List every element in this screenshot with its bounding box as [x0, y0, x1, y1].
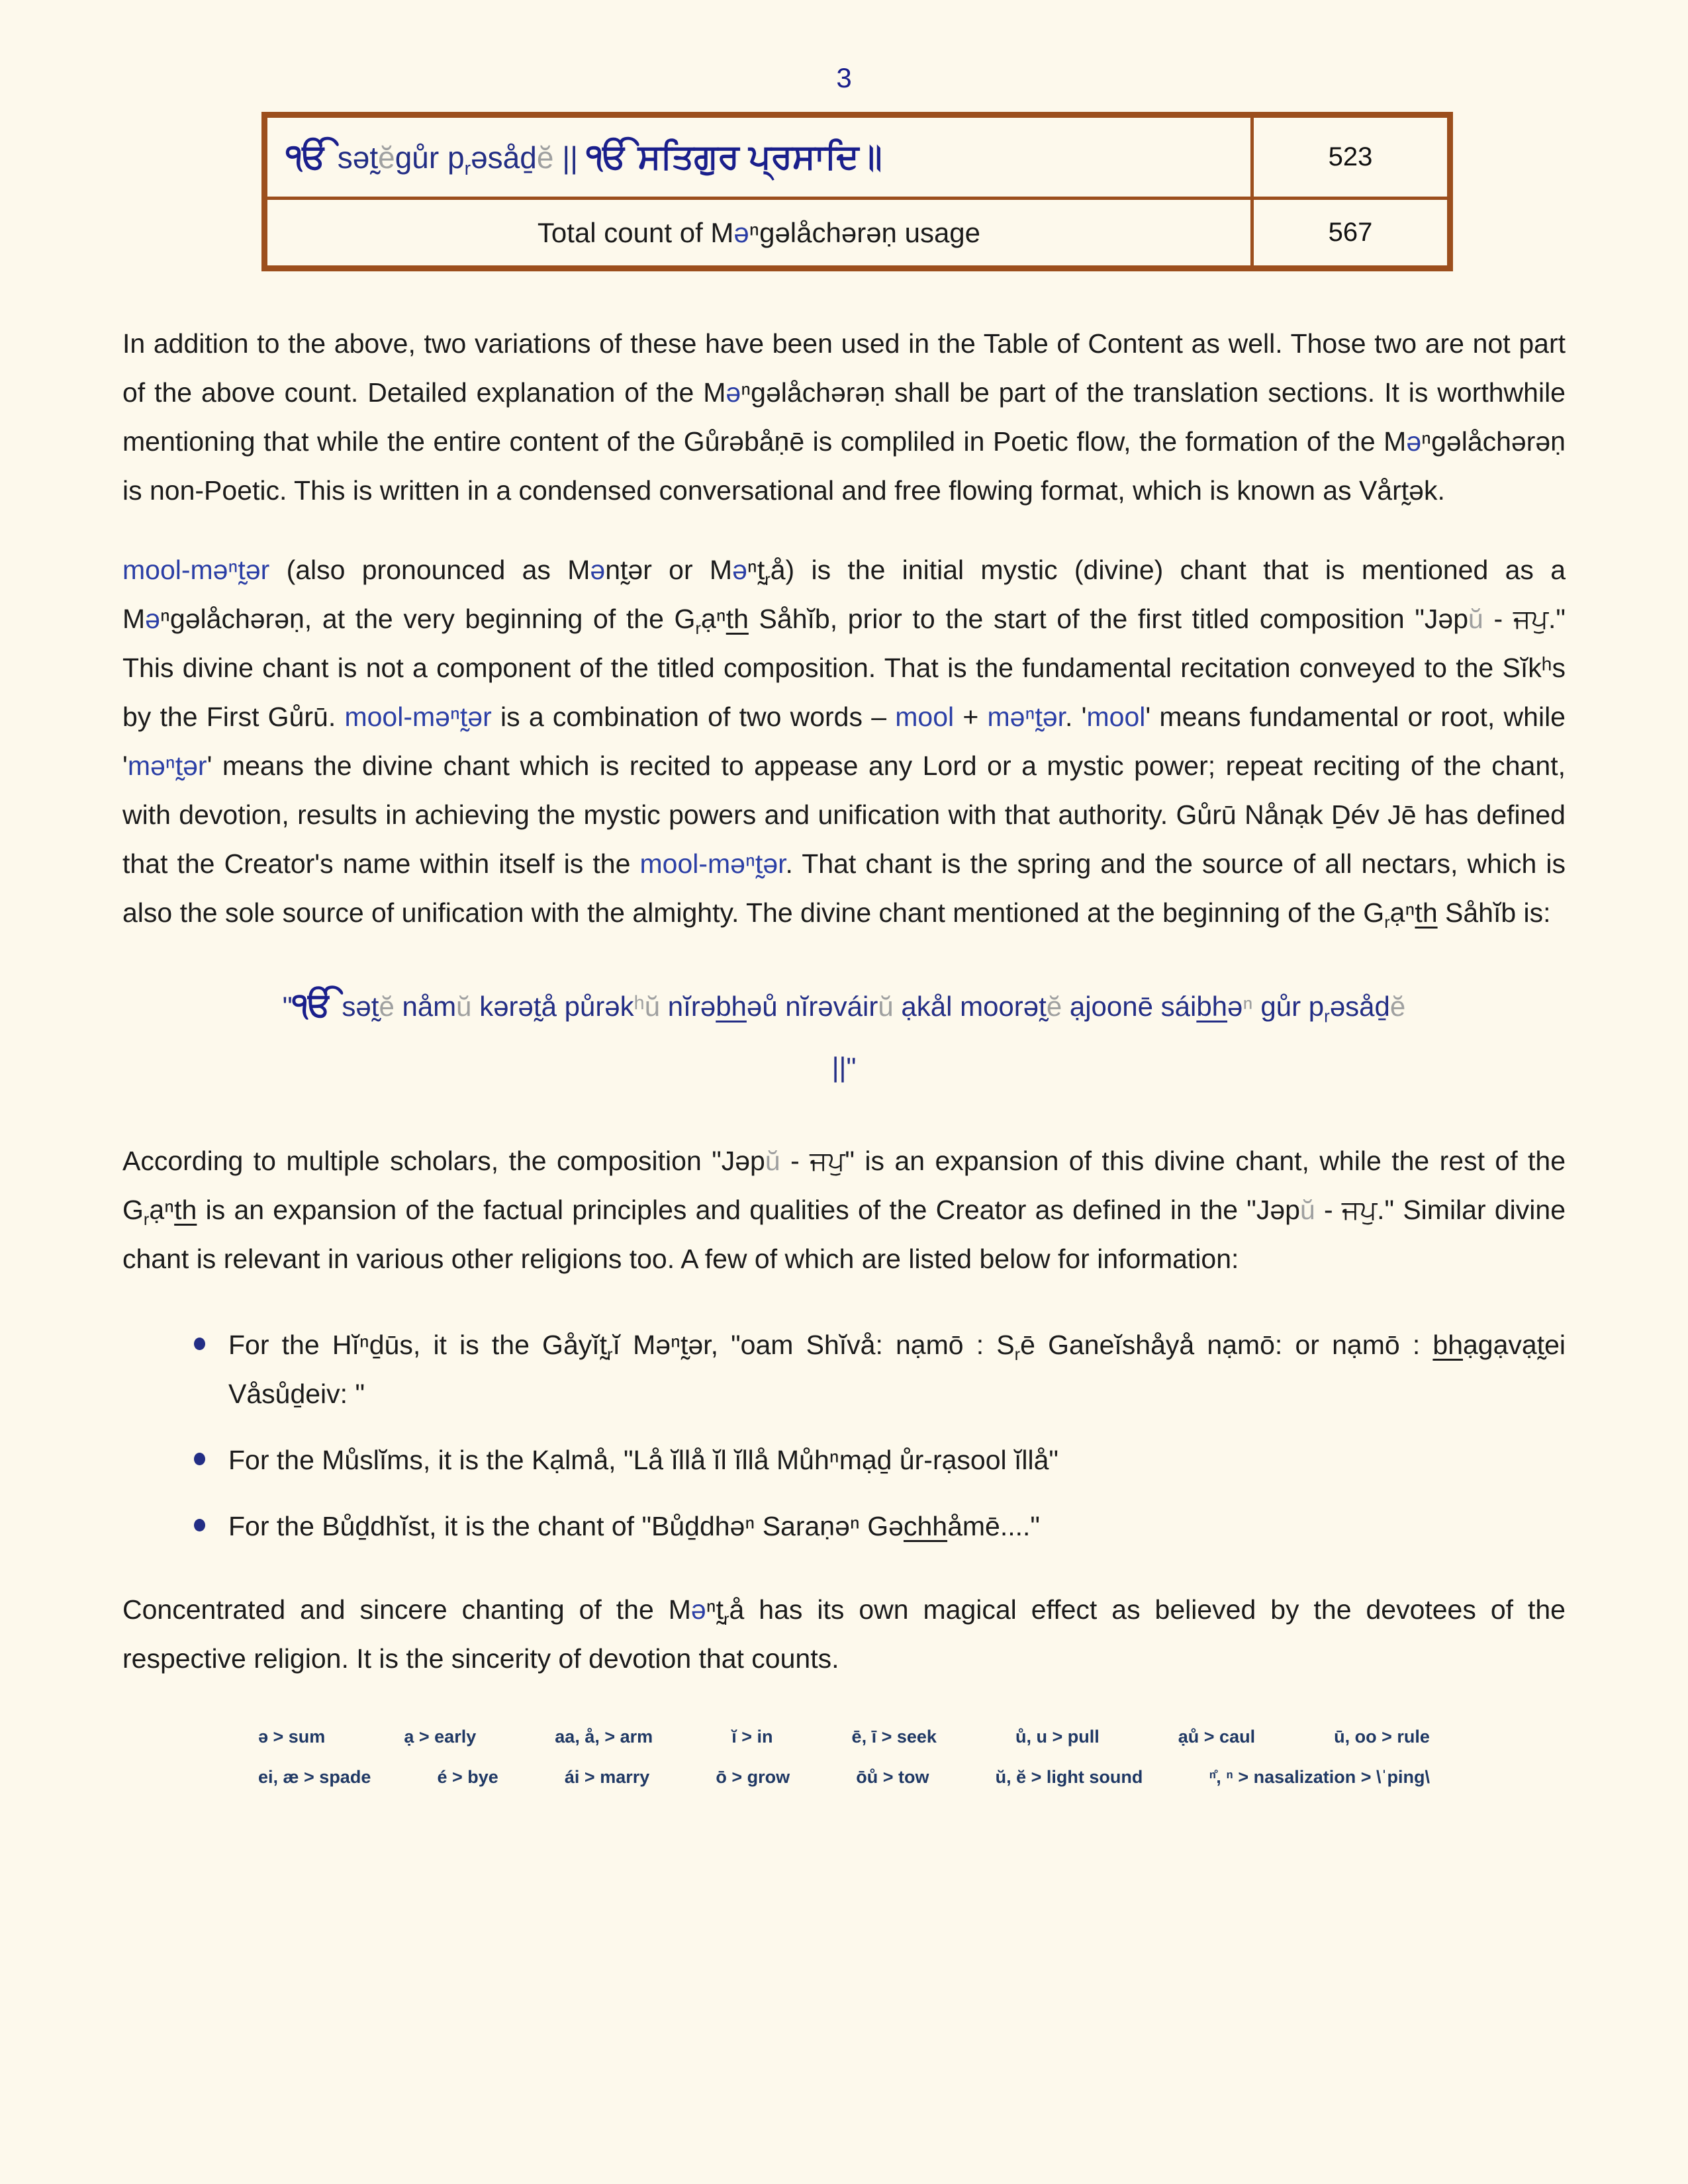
- pronunciation-key-item: aa, å, > arm: [555, 1727, 653, 1747]
- list-item-buddhist: For the Bůḏdhĭst, it is the chant of "Bůḏdhəⁿ Saraṇəⁿ Gəchhåmē....": [194, 1502, 1566, 1551]
- pronunciation-key-item: ů, u > pull: [1015, 1727, 1100, 1747]
- mool-mantar-chant: [122, 974, 1566, 1098]
- pronunciation-key: [122, 1725, 1566, 1789]
- list-item-hindus: For the Hĭⁿḏūs, it is the $Gåyĭt̰_rĭ$ Məⁿt̰ər, "oam Shĭvå: nạmō : $S_rē$ Ganeĭshåyå nạmō: or nạmō : bhạgạvạt̰ei Våsůḏeiv: ": [194, 1320, 1566, 1418]
- pronunciation-key-item: ạ > early: [404, 1727, 477, 1747]
- list-item-muslims: For the Můslĭms, it is the Kạlmå, "Lå ĭllå ĭl ĭllå Můhⁿmạḏ ůr-rạsool ĭllå": [194, 1435, 1566, 1484]
- pronunciation-key-item: é > bye: [437, 1767, 498, 1788]
- religion-chant-list: [122, 1320, 1566, 1551]
- gurbani-count-cell: 523: [1252, 115, 1450, 199]
- pronunciation-key-item: ū, oo > rule: [1334, 1727, 1430, 1747]
- pronunciation-key-item: ei, æ > spade: [258, 1767, 371, 1788]
- pronunciation-key-row-2: [258, 1766, 1430, 1789]
- paragraph-conclusion: Concentrated and sincere chanting of the $Mə^nt̰_rå$ has its own magical effect as believed by the devotees of the respective religion. It is the sincerity of devotion that counts.: [122, 1594, 1566, 1674]
- mangalacharan-count-table: [261, 112, 1453, 271]
- pronunciation-key-item: ạů > caul: [1178, 1727, 1256, 1747]
- pronunciation-key-item: ē, ī > seek: [851, 1727, 937, 1747]
- chant-line-1: "ੴ sət̰ĕ nåmŭ kərət̰å půrəkʰŭ nĭrəbhəů nĭrəváirŭ ạkål moorət̰ĕ ạjoonē sáibhəⁿ gůr $p_rəsåḏĕ$: [282, 986, 1406, 1026]
- pronunciation-key-row-1: [258, 1725, 1430, 1749]
- total-count-cell: 567: [1252, 199, 1450, 269]
- pronunciation-key-item: ə > sum: [258, 1727, 326, 1747]
- page-number: 3: [836, 62, 852, 93]
- pronunciation-key-item: ái > marry: [564, 1767, 650, 1788]
- paragraph-according: According to multiple scholars, the composition "Jəpŭ - ਜਪੁ" is an expansion of this divine chant, while the rest of the $G_rạ^nth$ is an expansion of the factual principles and qualities of the Creator as defined in the "Jəpŭ - ਜਪੁ." Similar divine chant is relevant in various other religions too. A few of which are listed below for information:: [122, 1146, 1566, 1275]
- gurbani-label-cell: ੴ sət̰ĕgůr $p_rəsåḏĕ$ || ੴ ਸਤਿਗੁਰ ਪ੍ਰਸਾਦਿ॥: [265, 115, 1252, 199]
- pronunciation-key-item: ⁿ̊, ⁿ > nasalization > \ˈping\: [1209, 1767, 1430, 1788]
- table-row-total: [265, 199, 1450, 269]
- pronunciation-key-item: ĭ > in: [731, 1727, 773, 1747]
- table-row-gurbani: [265, 115, 1450, 199]
- pronunciation-key-item: ō > grow: [716, 1767, 790, 1788]
- paragraph-intro: In addition to the above, two variations of these have been used in the Table of Content as well. Those two are not part of the above count. Detailed explanation of the Məⁿgəlåchərəṇ shall be part of the translation sections. It is worthwhile mentioning that while the entire content of the Gůrəbåṇē is compliled in Poetic flow, the formation of the Məⁿgəlåchərəṇ is non-Poetic. This is written in a condensed conversational and free flowing format, which is known as Vårt̰ək.: [122, 328, 1566, 506]
- pronunciation-key-item: ōů > tow: [856, 1767, 929, 1788]
- pronunciation-key-item: ŭ, ĕ > light sound: [995, 1767, 1143, 1788]
- chant-line-2: ||": [831, 1052, 857, 1083]
- total-label-cell: Total count of Məⁿgəlåchərəṇ usage: [265, 199, 1252, 269]
- paragraph-mool-mantar: mool-məⁿt̰ər (also pronounced as Mənt̰ər or $Mə^nt̰_rå$) is the initial mystic (divine) chant that is mentioned as a Məⁿgəlåchərəṇ, at the very beginning of the $G_rạ^nth$ Såhĭb, prior to the start of the first titled composition "Jəpŭ - ਜਪੁ." This divine chant is not a component of the titled composition. That is the fundamental recitation conveyed to the Sĭkʰs by the First Gůrū. mool-məⁿt̰ər is a combination of two words – mool + məⁿt̰ər. 'mool' means fundamental or root, while 'məⁿt̰ər' means the divine chant which is recited to appease any Lord or a mystic power; repeat reciting of the chant, with devotion, results in achieving the mystic powers and unification with that authority. Gůrū Nånạk Ḏév Jē has defined that the Creator's name within itself is the mool-məⁿt̰ər. That chant is the spring and the source of all nectars, which is also the sole source of unification with the almighty. The divine chant mentioned at the beginning of the $G_rạ^nth$ Såhĭb is:: [122, 555, 1566, 933]
